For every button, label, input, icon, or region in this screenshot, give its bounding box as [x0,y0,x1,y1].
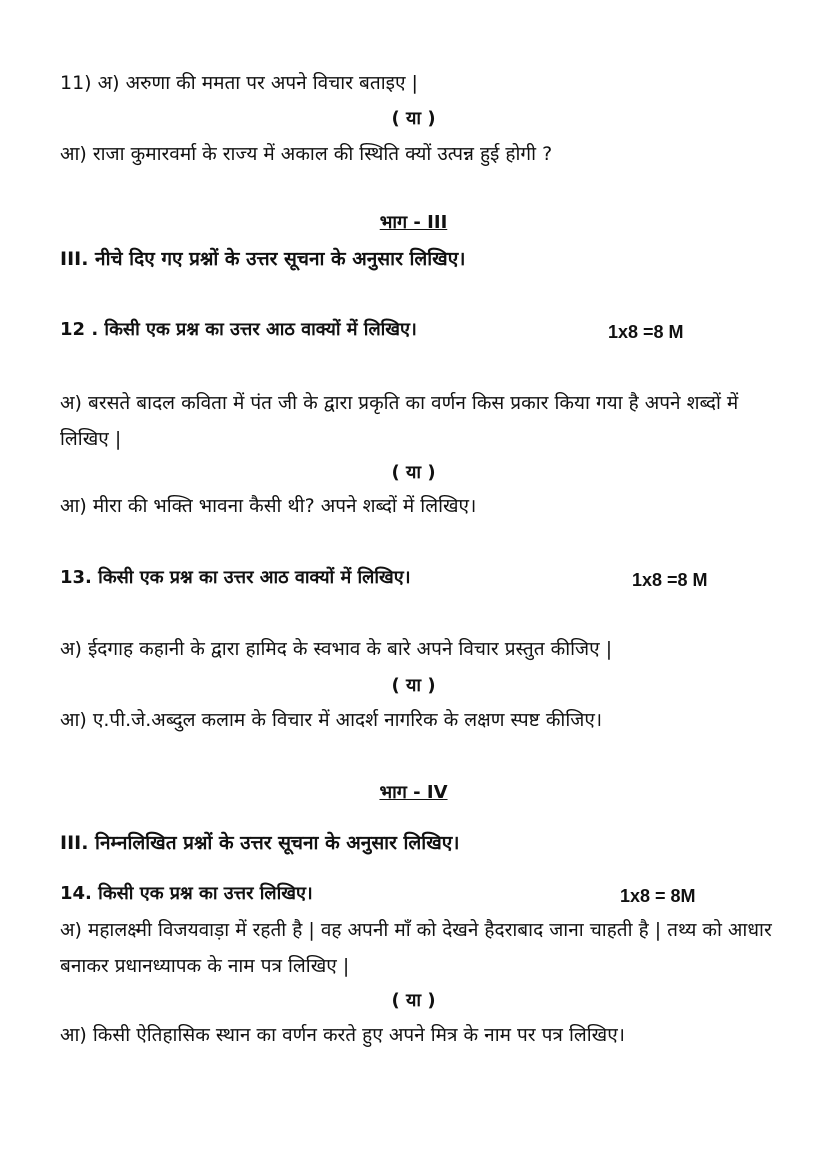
q11-or-separator: ( या ) [391,108,436,129]
q14-marks: 1x8 = 8M [620,886,696,906]
q12-option-b: आ) मीरा की भक्ति भावना कैसी थी? अपने शब्दों में लिखिए। [60,495,477,517]
q14-option-a: अ) महालक्ष्मी विजयवाड़ा में रहती है | वह अपनी माँ को देखने हैदराबाद जाना चाहती है | तथ्य को आधार बनाकर प्रधानध्यापक के नाम पत्र लिखिए | [60,919,772,977]
q11-option-a: 11) अ) अरुणा की ममता पर अपने विचार बताइए | [60,72,418,94]
q12-marks: 1x8 =8 M [608,322,684,342]
q11-option-b: आ) राजा कुमारवर्मा के राज्य में अकाल की स्थिति क्यों उत्पन्न हुई होगी ? [60,143,553,165]
q13-heading: 13. किसी एक प्रश्न का उत्तर आठ वाक्यों में लिखिए। [60,567,411,588]
q13-or-separator: ( या ) [391,675,436,696]
part-3-title: भाग - III [379,212,448,233]
q14-heading: 14. किसी एक प्रश्न का उत्तर लिखिए। [60,883,313,904]
q12-option-a: अ) बरसते बादल कविता में पंत जी के द्वारा प्रकृति का वर्णन किस प्रकार किया गया है अपने शब्दों में लिखिए | [60,392,739,450]
q12-heading: 12 . किसी एक प्रश्न का उत्तर आठ वाक्यों में लिखिए। [60,319,417,340]
q13-option-b: आ) ए.पी.जे.अब्दुल कलाम के विचार में आदर्श नागरिक के लक्षण स्पष्ट कीजिए। [60,709,603,731]
q14-option-b: आ) किसी ऐतिहासिक स्थान का वर्णन करते हुए अपने मित्र के नाम पर पत्र लिखिए। [60,1024,625,1046]
q14-or-separator: ( या ) [391,990,436,1011]
q13-option-a: अ) ईदगाह कहानी के द्वारा हामिद के स्वभाव के बारे अपने विचार प्रस्तुत कीजिए | [60,638,613,660]
part-4-instruction: III. निम्नलिखित प्रश्नों के उत्तर सूचना के अनुसार लिखिए। [60,832,460,854]
part-4-title: भाग - IV [379,782,448,803]
q13-marks: 1x8 =8 M [632,570,708,590]
part-3-instruction: III. नीचे दिए गए प्रश्नों के उत्तर सूचना के अनुसार लिखिए। [60,248,466,270]
q12-or-separator: ( या ) [391,462,436,483]
